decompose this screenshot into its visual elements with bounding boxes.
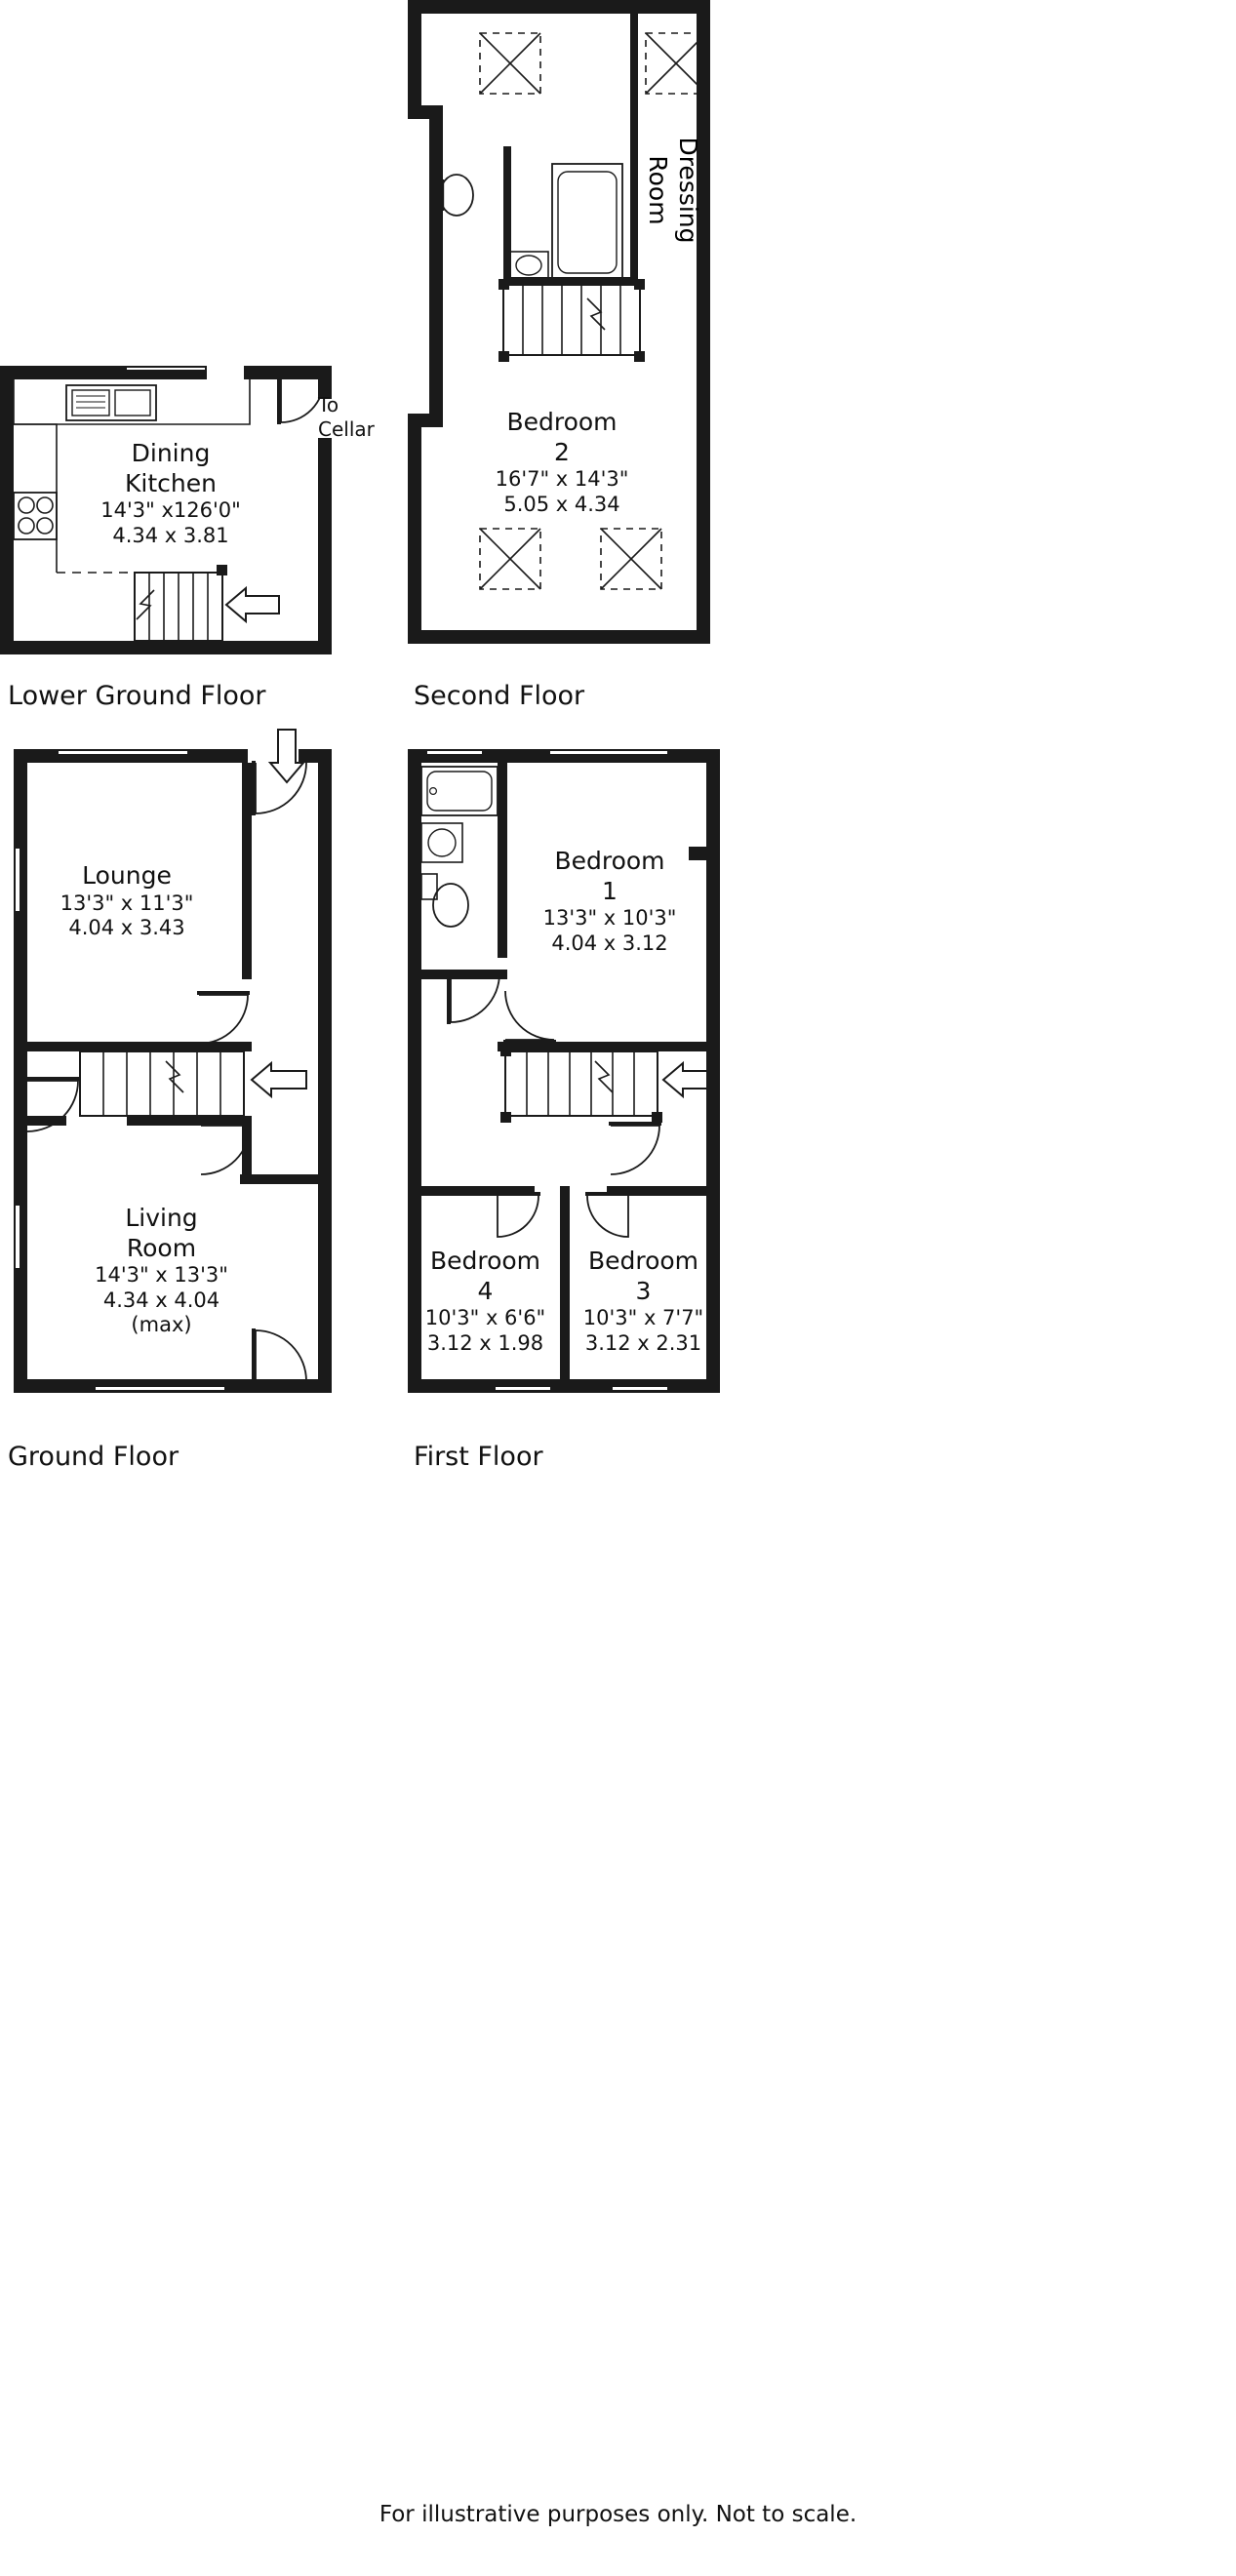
floor-title-ground: Ground Floor [8,1442,179,1472]
staircase [503,285,640,355]
room-label-bedroom-3 [568,1247,719,1356]
room-name-line1: Bedroom [587,1247,699,1275]
room-name-line1: Bedroom [554,847,665,875]
room-dims-imperial: 13'3" x 10'3" [542,906,677,930]
plan-second-floor [408,0,720,654]
annotation-line1: To [318,393,339,416]
room-dims-note: (max) [131,1313,192,1337]
direction-arrow-icon [659,1063,720,1096]
room-dims-imperial: 10'3" x 6'6" [424,1306,546,1329]
room-dims-metric: 3.12 x 1.98 [426,1330,544,1355]
room-name-line1: Bedroom [429,1247,541,1275]
annotation-to-cellar [318,393,375,442]
staircase [80,1051,244,1116]
room-name-line1: Living [125,1204,198,1232]
room-label-bedroom-1 [507,847,712,956]
entry-arrow-icon [269,730,304,788]
room-name-line2: Room [126,1233,197,1262]
room-dims-metric: 4.34 x 4.04 [102,1288,220,1312]
room-name-line2: 2 [554,437,570,466]
room-dims-metric: 5.05 x 4.34 [503,492,620,516]
room-dims-metric: 4.04 x 3.12 [551,931,668,955]
room-name-line1: Dressing [674,137,702,244]
direction-arrow-icon [248,1063,308,1096]
room-label-bedroom-2 [455,408,669,517]
room-dims-metric: 4.34 x 3.81 [112,523,229,547]
room-name-line1: Lounge [82,861,172,890]
room-name-line1: Dining [131,439,211,467]
room-dims-imperial: 10'3" x 7'7" [582,1306,704,1329]
floor-title-second: Second Floor [414,681,585,711]
floor-title-lower-ground: Lower Ground Floor [8,681,266,711]
room-dims-imperial: 13'3" x 11'3" [60,891,194,915]
floor-title-first: First Floor [414,1442,543,1472]
staircase [505,1051,658,1116]
room-dims-metric: 4.04 x 3.43 [68,916,185,940]
annotation-line2: Cellar [318,417,375,441]
room-dims-imperial: 14'3" x 13'3" [95,1263,228,1287]
room-label-bedroom-4 [410,1247,561,1356]
room-name-line2: 1 [602,876,618,905]
room-name-line1: Bedroom [506,408,618,436]
room-dims-metric: 3.12 x 2.31 [584,1330,702,1355]
room-label-lounge [24,861,229,941]
room-name-line2: 3 [635,1276,652,1305]
room-name-line2: Kitchen [125,468,217,497]
plan-first-floor [400,749,722,1403]
staircase [135,573,222,641]
room-dims-imperial: 16'7" x 14'3" [495,467,629,491]
room-name-line2: 4 [477,1276,494,1305]
plan-lower-ground-floor [0,366,375,658]
room-label-living-room [57,1204,266,1338]
room-label-dining-kitchen [54,439,288,548]
room-label-dressing-room [638,127,702,254]
room-name-line2: Room [644,155,673,225]
plan-ground-floor [0,749,341,1403]
direction-arrow-icon [222,588,281,621]
room-dims-imperial: 14'3" x126'0" [100,498,241,522]
footer-disclaimer: For illustrative purposes only. Not to scale. [379,2502,857,2527]
